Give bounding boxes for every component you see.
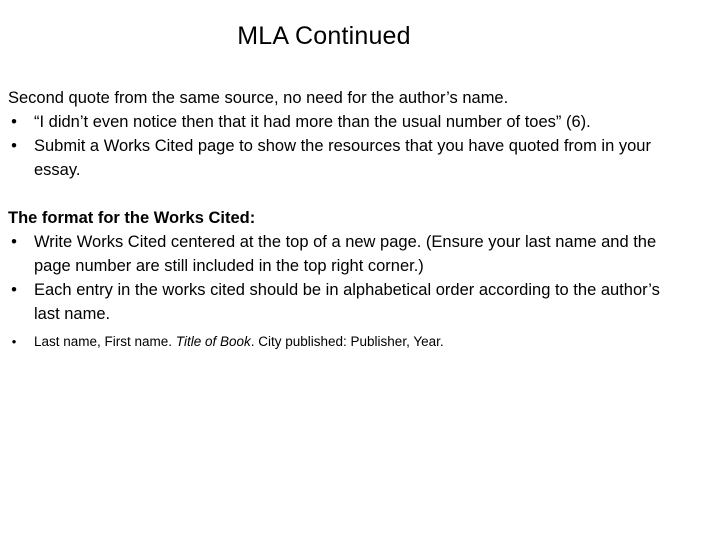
bullet-text: “I didn’t even notice then that it had more than the usual number of toes” (6). — [34, 113, 591, 131]
format-example-text — [34, 334, 444, 349]
bullet-icon: • — [11, 113, 17, 131]
bullet-icon: • — [11, 137, 17, 155]
list-item — [8, 134, 668, 182]
format-part2: . City published: Publisher, Year. — [250, 334, 444, 349]
list-item — [8, 110, 668, 134]
slide-title: MLA Continued — [237, 22, 411, 50]
bullet-icon: • — [11, 233, 17, 251]
slide-body — [8, 86, 668, 352]
section1-bullet-list — [8, 110, 668, 182]
list-item — [8, 278, 668, 326]
spacer — [8, 182, 668, 206]
works-cited-heading: The format for the Works Cited: — [8, 209, 256, 227]
format-title-of-book: Title of Book — [175, 334, 251, 349]
format-example-item — [8, 332, 668, 352]
section2-bullet-list — [8, 230, 668, 352]
list-item — [8, 230, 668, 278]
bullet-icon: • — [11, 281, 17, 299]
format-part1: Last name, First name. — [34, 334, 176, 349]
bullet-text: Submit a Works Cited page to show the resources that you have quoted from in your essay. — [34, 137, 651, 179]
bullet-text: Write Works Cited centered at the top of a new page. (Ensure your last name and the page number are still included in the top right corner.) — [34, 233, 657, 275]
intro-paragraph: Second quote from the same source, no need for the author’s name. — [8, 89, 509, 107]
bullet-icon: • — [11, 334, 17, 349]
bullet-text: Each entry in the works cited should be in alphabetical order according to the author’s last name. — [34, 281, 660, 323]
